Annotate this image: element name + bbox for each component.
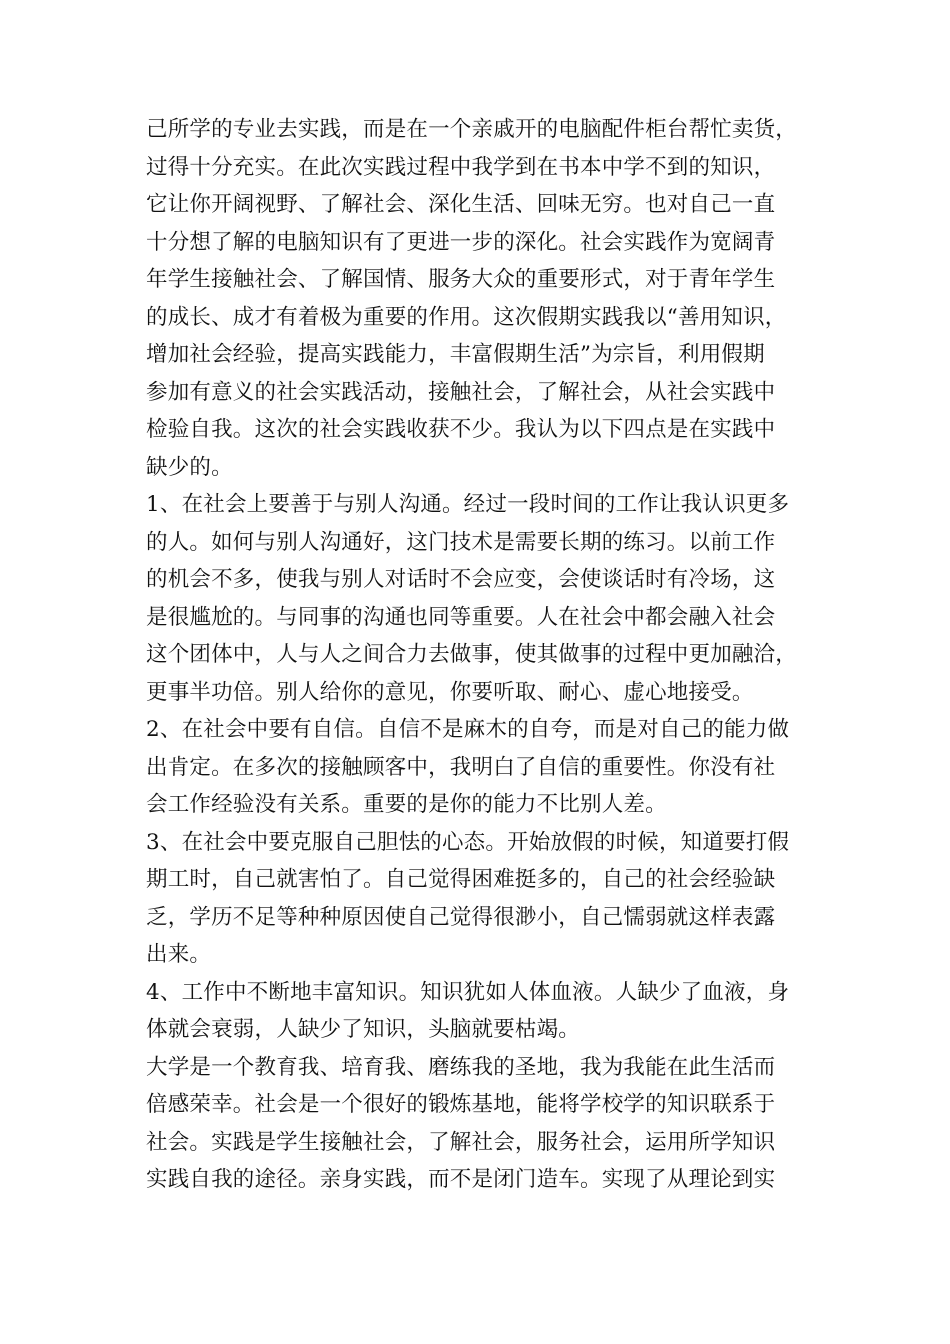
text-line: 它让你开阔视野、了解社会、深化生活、回味无穷。也对自己一直 [146,192,776,217]
text-line: 增加社会经验，提高实践能力，丰富假期生活”为宗旨，利用假期 [146,342,765,367]
text-line: 十分想了解的电脑知识有了更进一步的深化。社会实践作为宽阔青 [146,229,776,255]
text-line: 出来。 [146,942,212,967]
text-line: 己所学的专业去实践，而是在一个亲戚开的电脑配件柜台帮忙卖货， [146,117,798,142]
text-line: 的成长、成才有着极为重要的作用。这次假期实践我以“善用知识， [146,304,787,330]
text-line: 3、在社会中要克服自己胆怯的心态。开始放假的时候，知道要打假 [146,829,790,855]
text-line: 会工作经验没有关系。重要的是你的能力不比别人差。 [146,792,667,817]
text-line: 社会。实践是学生接触社会，了解社会，服务社会，运用所学知识 [146,1129,776,1155]
text-line: 大学是一个教育我、培育我、磨练我的圣地，我为我能在此生活而 [146,1054,776,1080]
text-line: 实践自我的途径。亲身实践，而不是闭门造车。实现了从理论到实 [146,1167,776,1192]
text-line: 倍感荣幸。社会是一个很好的锻炼基地，能将学校学的知识联系于 [146,1092,776,1117]
text-line: 的人。如何与别人沟通好，这门技术是需要长期的练习。以前工作 [146,529,776,555]
text-line: 这个团体中，人与人之间合力去做事，使其做事的过程中更加融洽， [146,642,798,667]
text-line: 乏，学历不足等种种原因使自己觉得很渺小，自己懦弱就这样表露 [146,904,776,930]
text-line: 出肯定。在多次的接触顾客中，我明白了自信的重要性。你没有社 [146,754,776,780]
text-line: 期工时，自己就害怕了。自己觉得困难挺多的，自己的社会经验缺 [146,867,776,892]
text-line: 更事半功倍。别人给你的意见，你要听取、耐心、虚心地接受。 [146,679,754,705]
text-line: 是很尴尬的。与同事的沟通也同等重要。人在社会中都会融入社会 [146,604,776,630]
text-line: 的机会不多，使我与别人对话时不会应变，会使谈话时有冷场，这 [146,567,776,592]
text-line: 4、工作中不断地丰富知识。知识犹如人体血液。人缺少了血液，身 [146,979,790,1005]
body-text [146,111,826,1199]
text-line: 缺少的。 [146,454,233,480]
text-line: 检验自我。这次的社会实践收获不少。我认为以下四点是在实践中 [146,417,776,442]
text-line: 2、在社会中要有自信。自信不是麻木的自夸，而是对自己的能力做 [146,717,790,742]
text-line: 体就会衰弱，人缺少了知识，头脑就要枯竭。 [146,1017,581,1042]
text-line: 过得十分充实。在此次实践过程中我学到在书本中学不到的知识， [146,154,776,180]
text-line: 1、在社会上要善于与别人沟通。经过一段时间的工作让我认识更多 [146,492,790,517]
text-line: 年学生接触社会、了解国情、服务大众的重要形式，对于青年学生 [146,267,776,292]
text-line: 参加有意义的社会实践活动，接触社会，了解社会，从社会实践中 [146,379,776,405]
